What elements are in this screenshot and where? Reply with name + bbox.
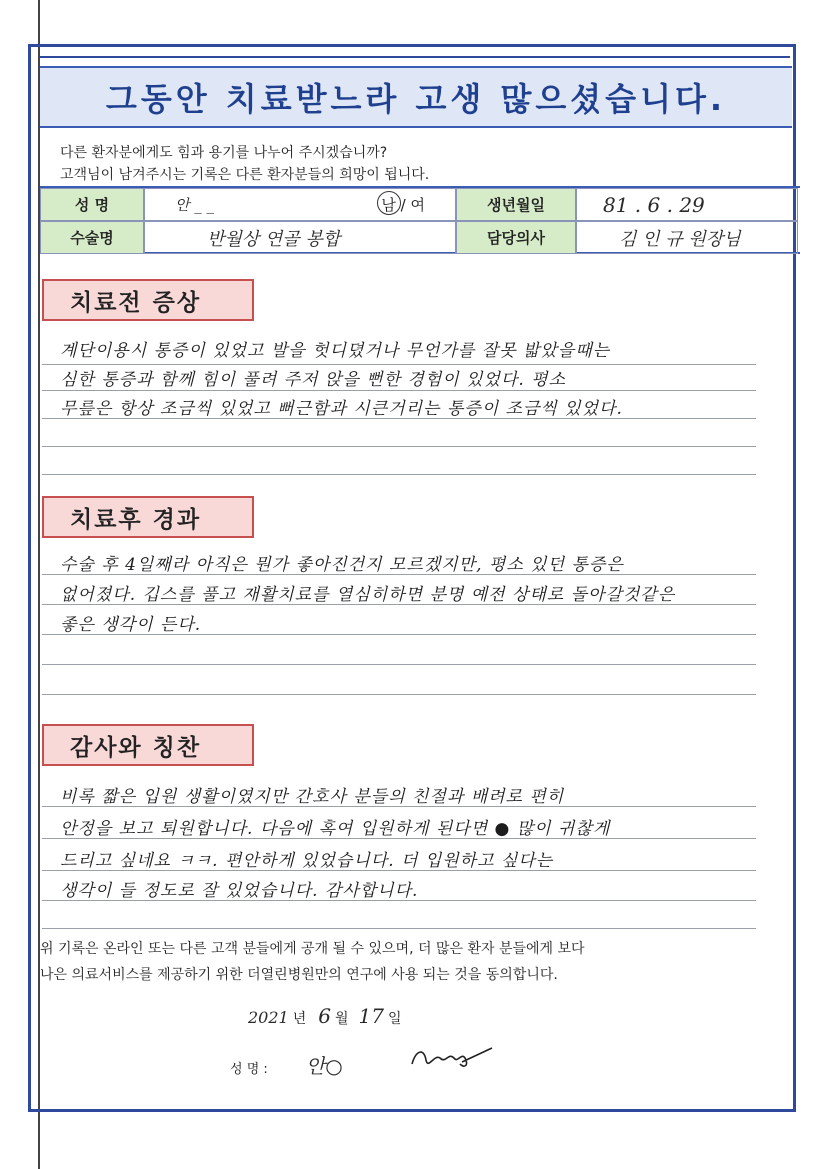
date-day: 17 xyxy=(358,1004,384,1028)
birth-label: 생년월일 xyxy=(456,188,576,221)
consent-line-2: 나은 의료서비스를 제공하기 위한 더열린병원만의 연구에 사용 되는 것을 동의합니다. xyxy=(40,967,558,983)
gender-label: 남 / 여 xyxy=(381,196,425,214)
surgery-label: 수술명 xyxy=(40,221,144,254)
patient-info-form xyxy=(40,186,800,254)
after-text-line-3: 좋은 생각이 든다. xyxy=(60,615,202,635)
date-year-unit: 년 xyxy=(292,1011,307,1027)
writing-line xyxy=(42,446,756,447)
surgery-field[interactable] xyxy=(144,221,456,254)
gender-choice[interactable] xyxy=(381,194,425,215)
writing-line xyxy=(42,928,756,929)
signature-row xyxy=(230,1050,343,1079)
intro-line-1: 다른 환자분에게도 힘과 용기를 나누어 주시겠습니까? xyxy=(60,145,388,161)
consent-line-1: 위 기록은 온라인 또는 다른 고객 분들에게 공개 될 수 있으며, 더 많은 환자 분들에게 보다 xyxy=(40,941,585,957)
birth-field[interactable] xyxy=(576,188,798,221)
date-day-unit: 일 xyxy=(387,1011,402,1027)
signature-label: 성 명 : xyxy=(230,1062,268,1077)
thanks-text-line-3: 드리고 싶네요 ㅋㅋ. 편안하게 있었습니다. 더 입원하고 싶다는 xyxy=(60,851,554,871)
section-after-title: 치료후 경과 xyxy=(42,496,254,538)
section-before-title: 치료전 증상 xyxy=(42,279,254,321)
date-year: 2021 xyxy=(248,1008,289,1027)
frame-inner-rule xyxy=(40,56,790,58)
thanks-text-line-1: 비록 짧은 입원 생활이였지만 간호사 분들의 친절과 배려로 편히 xyxy=(60,787,565,807)
after-text-line-1: 수술 후 4일째라 아직은 뭔가 좋아진건지 모르겠지만, 평소 있던 통증은 xyxy=(60,555,624,575)
after-text-line-2: 없어졌다. 깁스를 풀고 재활치료를 열심히하면 분명 예전 상태로 돌아갈것같은 xyxy=(60,585,676,605)
doctor-value: 김 인 규 원장님 xyxy=(619,228,741,250)
doctor-label: 담당의사 xyxy=(456,221,576,254)
writing-line xyxy=(42,474,756,475)
name-field[interactable] xyxy=(144,188,456,221)
surgery-value: 반월상 연골 봉합 xyxy=(207,228,341,250)
thanks-text-line-2: 안정을 보고 퇴원합니다. 다음에 혹여 입원하게 된다면 ● 많이 귀찮게 xyxy=(60,819,611,839)
name-value: 안 _ _ xyxy=(175,196,215,214)
writing-line xyxy=(42,390,756,391)
before-text-line-2: 심한 통증과 함께 힘이 풀려 주저 앉을 뻔한 경험이 있었다. 평소 xyxy=(60,370,566,390)
writing-line xyxy=(42,664,756,665)
before-text-line-3: 무릎은 항상 조금씩 있었고 뻐근함과 시큰거리는 통증이 조금씩 있었다. xyxy=(60,399,623,419)
title-banner xyxy=(40,66,792,128)
doctor-field[interactable] xyxy=(576,221,798,254)
writing-line xyxy=(42,694,756,695)
page-title: 그동안 치료받느라 고생 많으셨습니다. xyxy=(105,80,727,118)
intro-line-2: 고객님이 남겨주시는 기록은 다른 환자분들의 희망이 됩니다. xyxy=(60,167,430,183)
signature-scribble-icon xyxy=(406,1040,496,1074)
birth-value: 81 . 6 . 29 xyxy=(603,192,705,217)
date-month-unit: 월 xyxy=(334,1011,349,1027)
before-text-line-1: 계단이용시 통증이 있었고 발을 헛디뎠거나 무언가를 잘못 밟았을때는 xyxy=(60,341,611,361)
date-month: 6 xyxy=(318,1004,331,1028)
name-label: 성 명 xyxy=(40,188,144,221)
signature-name: 안○ xyxy=(305,1054,343,1078)
thanks-text-line-4: 생각이 들 정도로 잘 있었습니다. 감사합니다. xyxy=(60,881,419,901)
section-thanks-title: 감사와 칭찬 xyxy=(42,724,254,766)
signing-date xyxy=(248,1004,402,1028)
